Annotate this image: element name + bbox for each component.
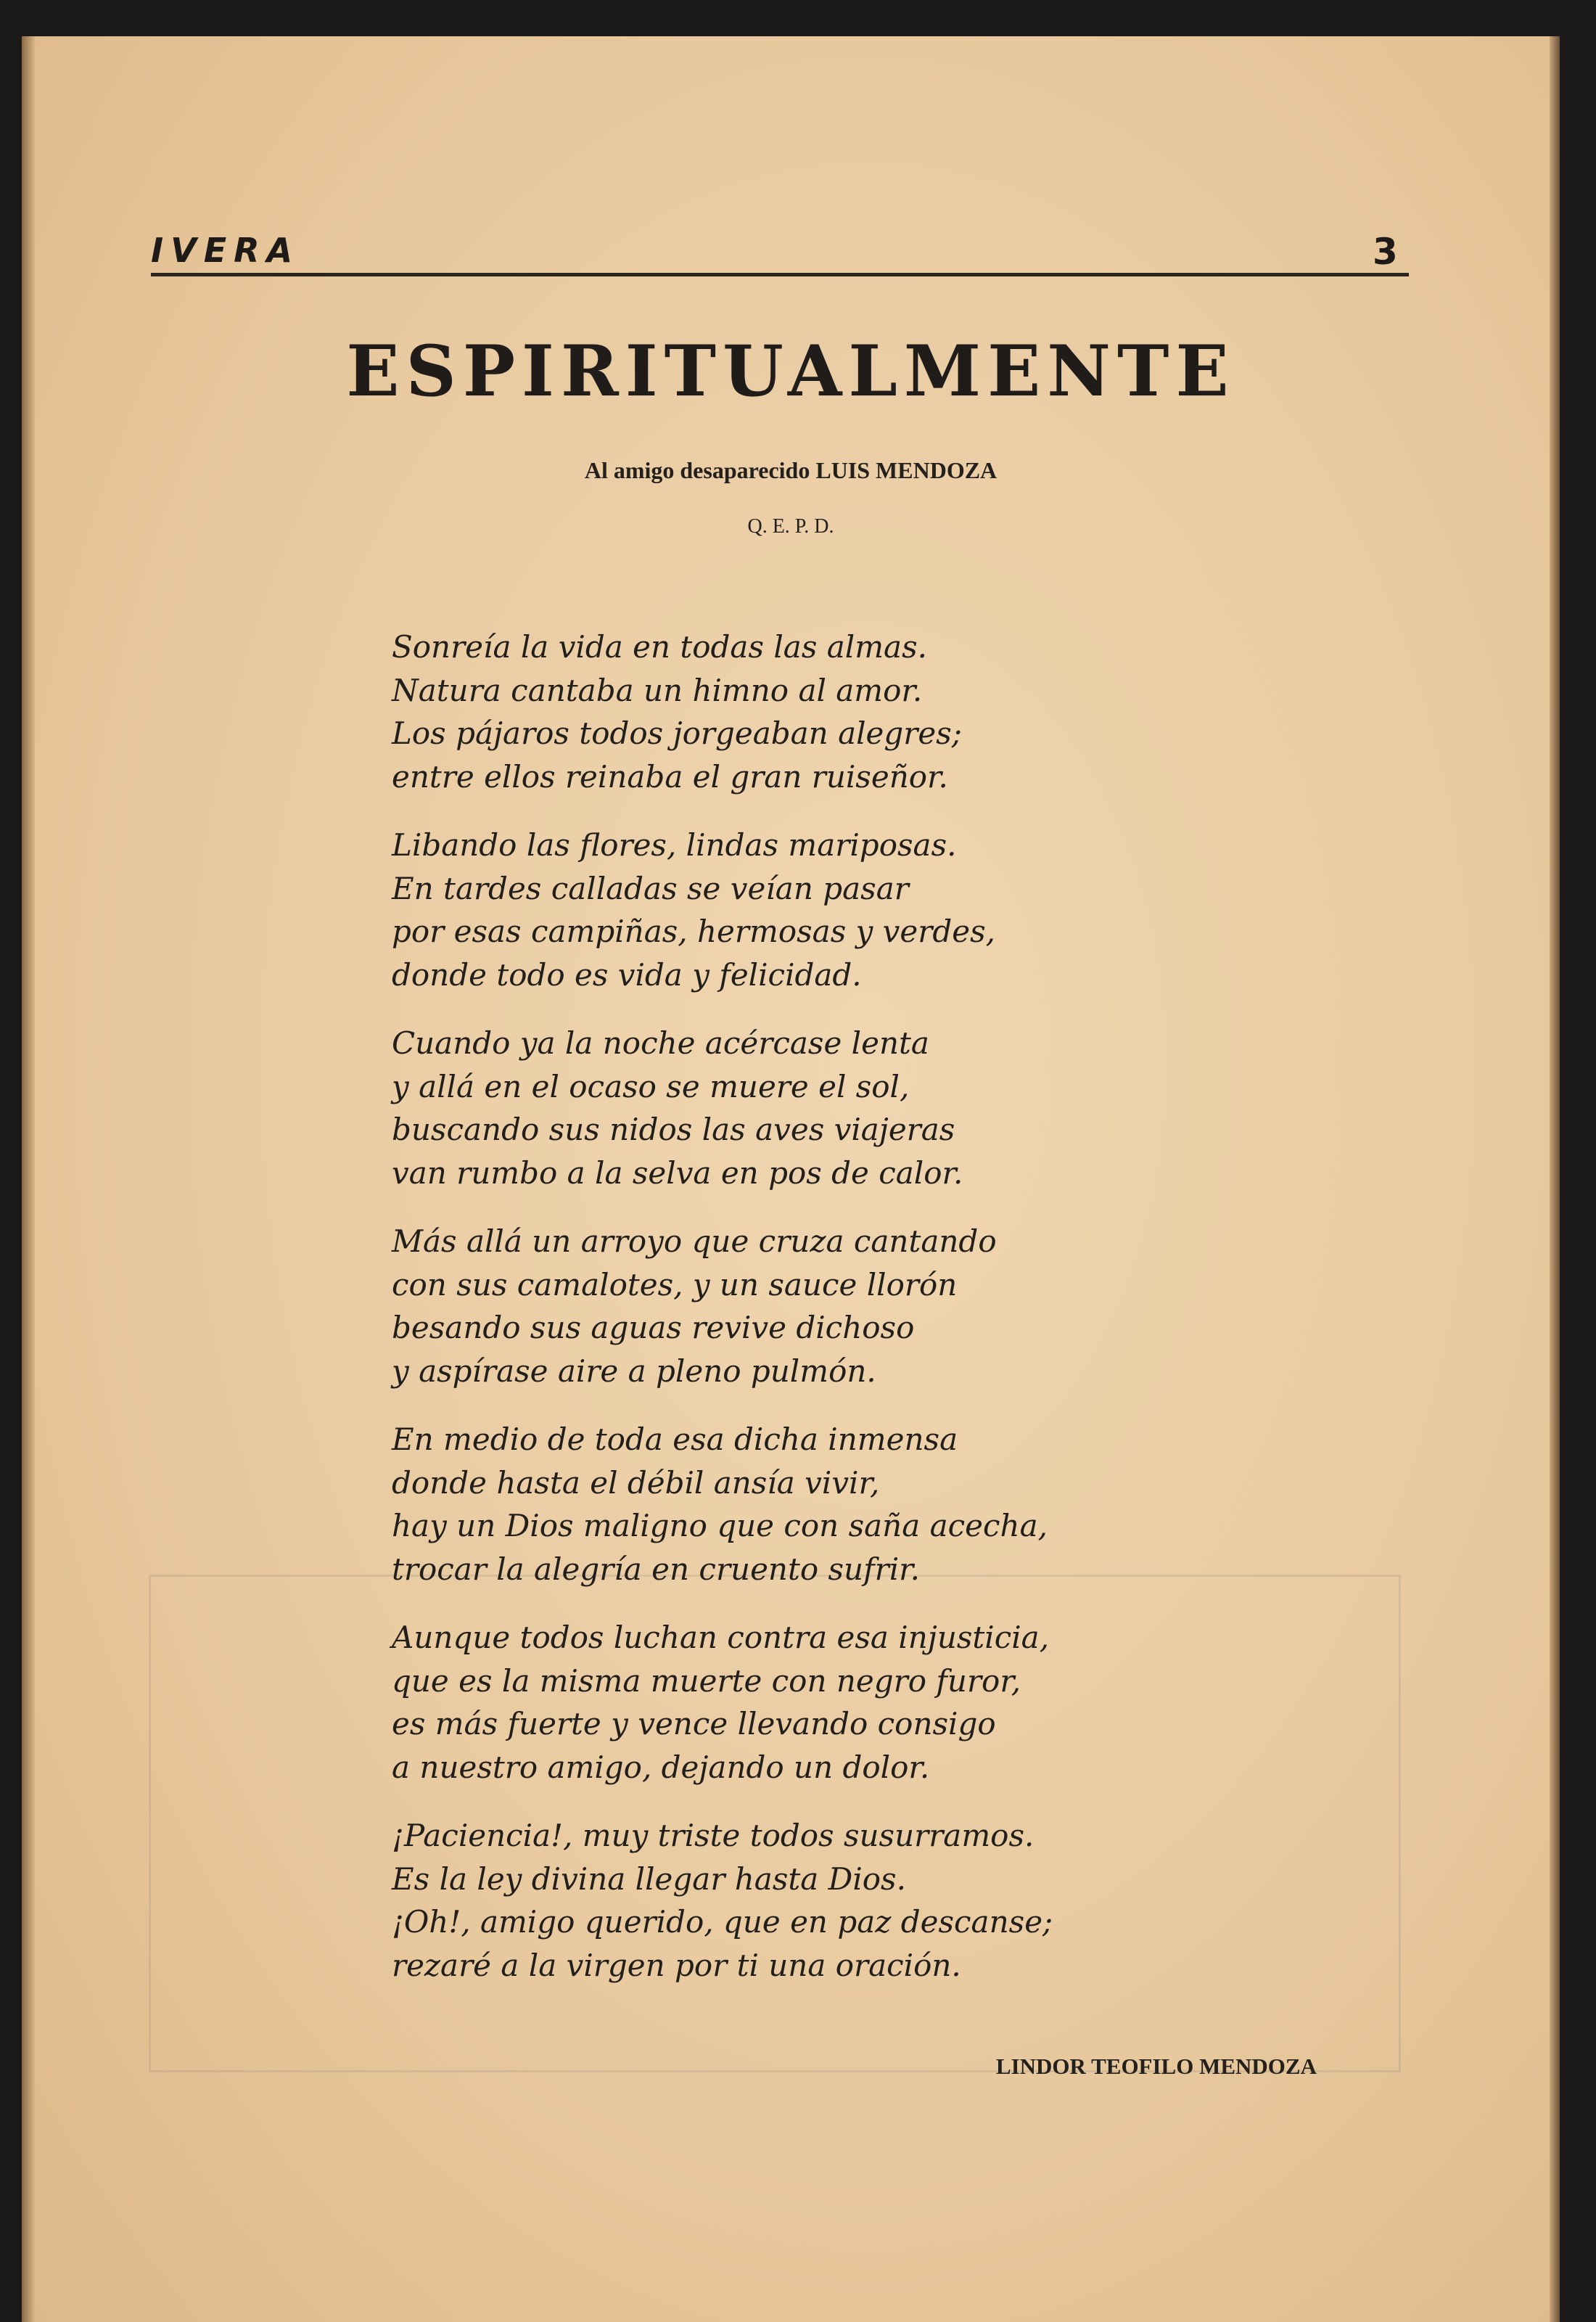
- poem-line: con sus camalotes, y un sauce llorón: [392, 1266, 958, 1302]
- poem-line: Aunque todos luchan contra esa injusticia,: [392, 1620, 1050, 1655]
- poem-line: besando sus aguas revive dichoso: [392, 1310, 915, 1345]
- poem-line: entre ellos reinaba el gran ruiseñor.: [392, 758, 948, 795]
- stanza: [392, 1616, 1053, 1789]
- stanza: [392, 625, 1053, 798]
- poem-line: buscando sus nidos las aves viajeras: [392, 1112, 955, 1147]
- magazine-page: [22, 36, 1560, 2322]
- running-title: IVERA: [151, 231, 300, 270]
- stanza: [392, 824, 1053, 996]
- poem-line: Los pájaros todos jorgeaban alegres;: [392, 715, 962, 751]
- poem-line: hay un Dios maligno que con saña acecha,: [392, 1508, 1048, 1543]
- poem-title: [22, 330, 1560, 412]
- poem-line: En tardes calladas se veían pasar: [392, 870, 909, 906]
- poem-line: es más fuerte y vence llevando consigo: [392, 1706, 996, 1742]
- poem-title-text: ESPIRITUALMENTE: [346, 330, 1235, 412]
- header-rule: [151, 273, 1409, 276]
- poem-line: ¡Paciencia!, muy triste todos susurramos.: [392, 1818, 1034, 1853]
- poem-body: [392, 625, 1053, 2012]
- poem-line: por esas campiñas, hermosas y verdes,: [392, 914, 995, 949]
- stanza: [392, 1022, 1053, 1194]
- poem-line: Más allá un arroyo que cruza cantando: [392, 1223, 997, 1259]
- poem-line: ¡Oh!, amigo querido, que en paz descanse;: [392, 1904, 1053, 1940]
- page-number: 3: [1373, 231, 1398, 273]
- poem-line: van rumbo a la selva en pos de calor.: [392, 1154, 963, 1191]
- poem-line: a nuestro amigo, dejando un dolor.: [392, 1749, 930, 1785]
- poem-line: y allá en el ocaso se muere el sol,: [392, 1068, 910, 1104]
- poem-line: trocar la alegría en cruento sufrir.: [392, 1551, 920, 1587]
- poem-line: donde hasta el débil ansía vivir,: [392, 1464, 880, 1501]
- poem-line: Natura cantaba un himno al amor.: [392, 672, 923, 708]
- dedication: Al amigo desaparecido LUIS MENDOZA: [584, 457, 998, 483]
- poem-line: donde todo es vida y felicidad.: [392, 956, 862, 993]
- author-signature: LINDOR TEOFILO MENDOZA: [995, 2054, 1317, 2079]
- poem-line: y aspírase aire a pleno pulmón.: [392, 1353, 876, 1389]
- poem-line: Es la ley divina llegar hasta Dios.: [392, 1861, 906, 1897]
- poem-line: Sonreía la vida en todas las almas.: [392, 629, 927, 665]
- stanza: [392, 1220, 1053, 1392]
- poem-line: Libando las flores, lindas mariposas.: [392, 827, 957, 863]
- poem-line: rezaré a la virgen por ti una oración.: [392, 1947, 961, 1983]
- stanza: [392, 1814, 1053, 1987]
- rip-line: Q. E. P. D.: [747, 515, 834, 538]
- stanza: [392, 1418, 1053, 1591]
- poem-line: que es la misma muerte con negro furor,: [392, 1662, 1021, 1699]
- poem-line: Cuando ya la noche acércase lenta: [392, 1025, 929, 1061]
- poem-line: En medio de toda esa dicha inmensa: [392, 1421, 958, 1457]
